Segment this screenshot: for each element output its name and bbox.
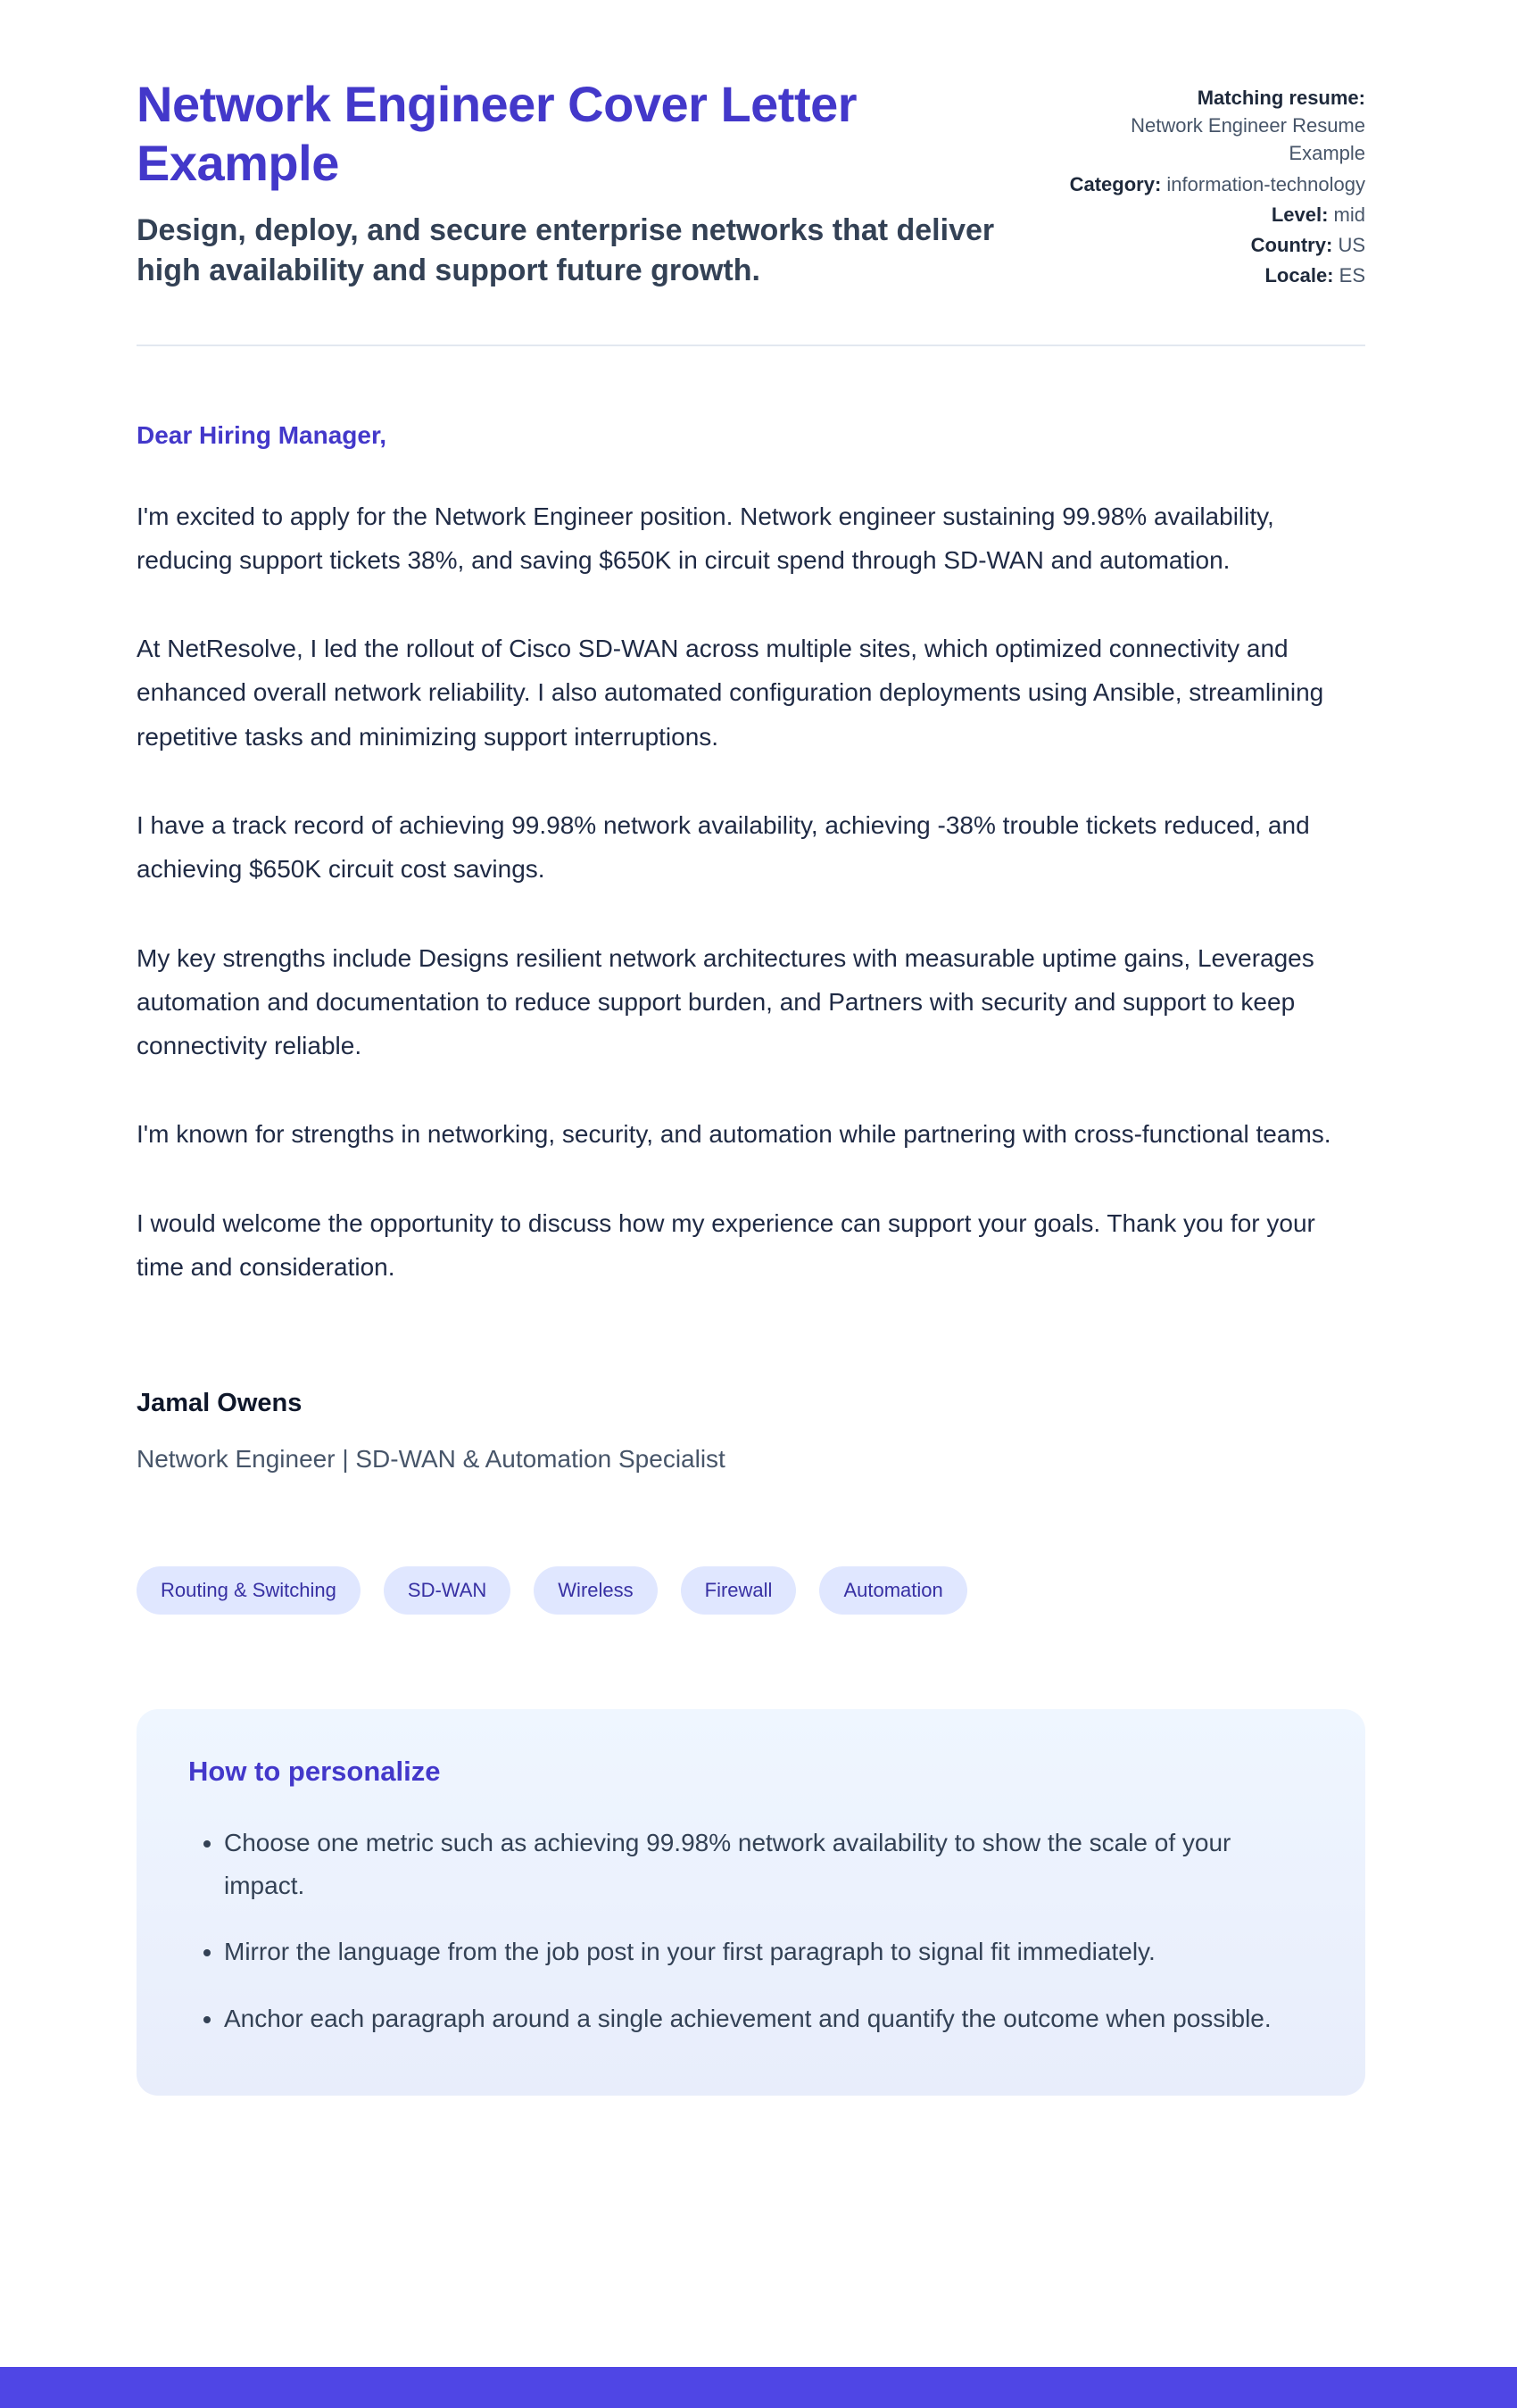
page-title: Network Engineer Cover Letter Example — [137, 76, 858, 192]
meta-country-label: Country: — [1250, 234, 1333, 257]
meta-level-value: mid — [1333, 203, 1365, 226]
meta-level-label: Level: — [1271, 203, 1329, 226]
meta-country-value: US — [1338, 234, 1365, 257]
header-title-block — [137, 75, 1026, 291]
meta-category — [1069, 170, 1365, 198]
meta-locale — [1069, 262, 1365, 289]
meta-level — [1069, 201, 1365, 228]
header-divider — [137, 345, 1365, 346]
letter-paragraph: My key strengths include Designs resilient network architectures with measurable uptime gains, Leverages automation and documentation to reduce support burden, and Partners with security and support to keep connectivity reliable. — [137, 943, 1314, 1060]
signature-name: Jamal Owens — [137, 1389, 303, 1418]
meta-locale-label: Locale: — [1264, 264, 1334, 287]
letter-paragraph: I would welcome the opportunity to discuss how my experience can support your goals. Thank you for your time and consideration. — [137, 1208, 1315, 1281]
personalize-card — [137, 1709, 1365, 2096]
letter-paragraph: I have a track record of achieving 99.98% network availability, achieving -38% trouble tickets reduced, and achieving $650K circuit cost savings. — [137, 810, 1310, 884]
letter-paragraph: I'm excited to apply for the Network Engineer position. Network engineer sustaining 99.98% availability, reducing support tickets 38%, and saving $650K in circuit spend through SD-WAN and automation. — [137, 502, 1274, 574]
personalize-tip: • Mirror the language from the job post in your first paragraph to signal fit immediately. — [224, 1931, 1314, 1973]
meta-matching-resume-value: Network Engineer Resume Example — [1131, 114, 1365, 165]
meta-country — [1069, 231, 1365, 259]
letter-paragraph: At NetResolve, I led the rollout of Cisco SD-WAN across multiple sites, which optimized connectivity and enhanced overall network reliability. I also automated configuration deployments using Ansible, streamlining repetitive tasks and minimizing support interruptions. — [137, 635, 1324, 751]
meta-panel — [1069, 75, 1365, 293]
meta-matching-resume-label: Matching resume: — [1197, 87, 1365, 109]
meta-category-value: information-technology — [1166, 172, 1365, 195]
tag-pill-sd-wan[interactable]: SD-WAN — [384, 1566, 510, 1615]
personalize-tip: • Anchor each paragraph around a single achievement and quantify the outcome when possible. — [224, 1997, 1314, 2040]
personalize-heading: How to personalize — [188, 1756, 441, 1788]
signature-title: Network Engineer | SD-WAN & Automation Specialist — [137, 1445, 725, 1474]
tag-pill-routing-switching[interactable]: Routing & Switching — [137, 1566, 361, 1615]
personalize-tip: • Choose one metric such as achieving 99.98% network availability to show the scale of your impact. — [224, 1822, 1314, 1907]
salutation: Dear Hiring Manager, — [137, 420, 387, 449]
tag-pill-automation[interactable]: Automation — [819, 1566, 966, 1615]
page-header — [137, 75, 1365, 293]
meta-category-label: Category: — [1069, 172, 1162, 195]
footer-accent-bar — [0, 2367, 1517, 2408]
tag-pill-firewall[interactable]: Firewall — [681, 1566, 797, 1615]
tag-list — [137, 1566, 1365, 1615]
cover-letter-body — [137, 421, 1365, 1474]
page-subtitle: Design, deploy, and secure enterprise networks that deliver high availability and support future growth. — [137, 213, 995, 288]
tag-pill-wireless[interactable]: Wireless — [534, 1566, 657, 1615]
personalize-tip-list — [188, 1822, 1314, 2040]
meta-locale-value: ES — [1339, 264, 1365, 287]
letter-paragraph: I'm known for strengths in networking, security, and automation while partnering with cross-functional teams. — [137, 1120, 1331, 1149]
meta-matching-resume — [1069, 84, 1365, 168]
